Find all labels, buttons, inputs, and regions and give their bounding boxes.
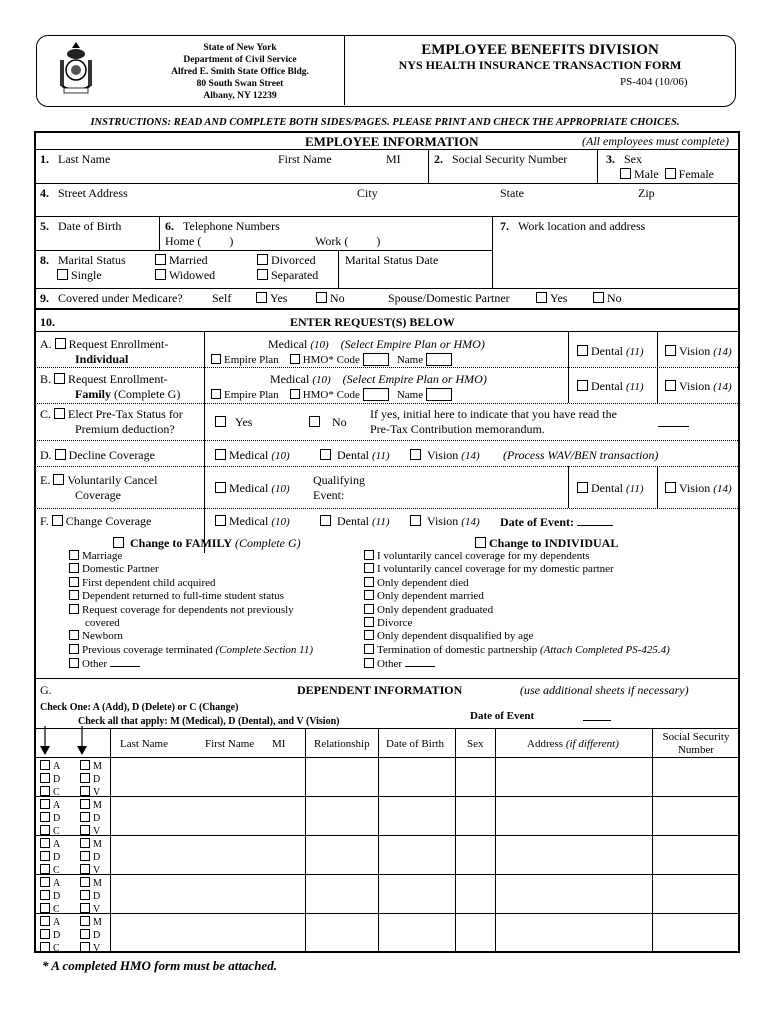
employee-note: (All employees must complete) <box>582 134 729 148</box>
section-g-letter: G. <box>40 683 52 697</box>
form-number: PS-404 (10/06) <box>620 76 688 88</box>
individual-item[interactable]: Only dependent died <box>364 577 670 590</box>
request-c-label2: Premium deduction? <box>75 422 175 436</box>
city-label: City <box>357 186 378 200</box>
individual-item[interactable]: Only dependent disqualified by age <box>364 630 670 643</box>
event-label: Event: <box>313 488 345 502</box>
individual-item[interactable]: I voluntarily cancel coverage for my domestic partner <box>364 563 670 576</box>
change-individual-checkbox[interactable] <box>475 537 486 548</box>
male-checkbox[interactable] <box>620 168 631 179</box>
f-date-of-event: Date of Event: <box>500 514 613 530</box>
b-hmo-code-input[interactable] <box>363 388 389 401</box>
single-option[interactable]: Single <box>57 268 102 283</box>
field-7: 7. Work location and address <box>500 219 646 233</box>
pretax-yes[interactable]: Yes <box>215 415 252 430</box>
arrow-down-icon <box>76 726 88 756</box>
field-2: 2. Social Security Number <box>434 152 568 166</box>
f-date-input[interactable] <box>577 514 613 526</box>
family-item[interactable]: Request coverage for dependents not previously <box>69 604 313 617</box>
dependent-heading: DEPENDENT INFORMATION <box>297 683 463 697</box>
divorced-option[interactable]: Divorced <box>257 253 316 268</box>
field-5: 5. Date of Birth <box>40 219 122 233</box>
request-f-checkbox[interactable] <box>52 515 63 526</box>
table-row[interactable]: A D C <box>40 916 60 955</box>
e-medical[interactable]: Medical (10) <box>215 481 290 496</box>
b-hmo-name-input[interactable] <box>426 388 452 401</box>
family-item[interactable]: Domestic Partner <box>69 563 313 576</box>
self-label: Self <box>212 291 232 305</box>
field-6: 6. Telephone Numbers <box>165 219 280 233</box>
check-one-note: Check One: A (Add), D (Delete) or C (Change) <box>40 702 239 713</box>
field-8: 8. Marital Status <box>40 253 126 267</box>
g-date-input[interactable] <box>583 708 611 721</box>
f-dental[interactable]: Dental (11) <box>320 514 390 529</box>
self-no[interactable]: No <box>316 291 345 306</box>
agency-address: State of New York Department of Civil Service Alfred E. Smith State Office Bldg. 80 South Swan Street Albany, NY 12239 <box>171 43 309 101</box>
change-family: Change to FAMILY (Complete G) <box>113 536 301 551</box>
field-1: 1. Last Name <box>40 152 111 166</box>
state-label: State <box>500 186 524 200</box>
spouse-label: Spouse/Domestic Partner <box>388 291 510 305</box>
family-item[interactable]: Newborn <box>69 630 313 643</box>
request-a-checkbox[interactable] <box>55 338 66 349</box>
request-a: A. Request Enrollment- <box>40 337 169 351</box>
individual-item[interactable]: Only dependent graduated <box>364 604 670 617</box>
pretax-if2: Pre-Tax Contribution memorandum. <box>370 422 545 436</box>
individual-item[interactable]: Other <box>364 657 670 671</box>
sex-options: Male Female <box>620 167 714 182</box>
request-c: C. Elect Pre-Tax Status for <box>40 407 183 421</box>
individual-item[interactable]: I voluntarily cancel coverage for my dependents <box>364 550 670 563</box>
request-b-medical: Medical (10) (Select Empire Plan or HMO) <box>270 372 487 386</box>
self-yes[interactable]: Yes <box>256 291 287 306</box>
spouse-yes[interactable]: Yes <box>536 291 567 306</box>
change-individual: Change to INDIVIDUAL <box>475 536 618 551</box>
instructions: INSTRUCTIONS: READ AND COMPLETE BOTH SIDES/PAGES. PLEASE PRINT AND CHECK THE APPROPRIATE CHOICES. <box>90 117 680 128</box>
married-checkbox[interactable] <box>155 254 166 265</box>
request-d-checkbox[interactable] <box>55 449 66 460</box>
individual-list <box>364 550 670 672</box>
e-vision[interactable]: Vision (14) <box>665 481 732 496</box>
form-title: EMPLOYEE BENEFITS DIVISION <box>421 42 659 58</box>
family-item[interactable]: Marriage <box>69 550 313 563</box>
employee-heading: EMPLOYEE INFORMATION <box>305 134 479 149</box>
nys-seal-icon <box>56 40 96 96</box>
pretax-initial-line[interactable] <box>658 414 689 427</box>
dependent-note: (use additional sheets if necessary) <box>520 683 689 697</box>
a-hmo-checkbox[interactable] <box>290 354 300 364</box>
request-b-family: Family (Complete G) <box>75 387 181 401</box>
request-b-vision[interactable]: Vision (14) <box>665 379 732 394</box>
pretax-no[interactable]: No <box>309 415 347 430</box>
f-medical[interactable]: Medical (10) <box>215 514 290 529</box>
a-empire-checkbox[interactable] <box>211 354 221 364</box>
request-b-dental[interactable]: Dental (11) <box>577 379 644 394</box>
table-row-coverage[interactable]: M D V <box>80 760 102 799</box>
request-c-checkbox[interactable] <box>54 408 65 419</box>
d-vision[interactable]: Vision (14) <box>410 448 480 463</box>
family-item-cont: covered <box>85 617 120 630</box>
footer-note: * A completed HMO form must be attached. <box>42 958 277 973</box>
request-a-individual: Individual <box>75 352 129 366</box>
marital-date-label: Marital Status Date <box>345 253 439 267</box>
table-row-coverage[interactable]: M D V <box>80 838 102 877</box>
request-a-medical: Medical (10) (Select Empire Plan or HMO) <box>268 337 485 351</box>
arrow-down-icon <box>39 726 51 756</box>
table-row[interactable]: A D C <box>40 838 60 877</box>
family-item[interactable]: Dependent returned to full-time student status <box>69 590 313 603</box>
widowed-option[interactable]: Widowed <box>155 268 215 283</box>
separated-option[interactable]: Separated <box>257 268 318 283</box>
process-note: (Process WAV/BEN transaction) <box>503 448 659 462</box>
col-dob: Date of Birth <box>386 738 445 750</box>
d-medical[interactable]: Medical (10) <box>215 448 290 463</box>
g-date-of-event: Date of Event <box>470 710 535 722</box>
request-a-plan: Empire Plan HMO* Code Name <box>211 353 452 366</box>
col-first-name: First Name <box>205 738 255 750</box>
request-b-checkbox[interactable] <box>54 373 65 384</box>
field-3: 3. Sex <box>606 152 642 166</box>
table-row[interactable]: A D C <box>40 877 60 916</box>
individual-item[interactable]: Termination of domestic partnership (Attach Completed PS-425.4) <box>364 644 670 657</box>
section-10-num: 10. <box>40 315 55 329</box>
a-hmo-name-input[interactable] <box>426 353 452 366</box>
b-empire-checkbox[interactable] <box>211 389 221 399</box>
mi-label: MI <box>386 152 401 166</box>
col-relationship: Relationship <box>314 738 370 750</box>
single-checkbox[interactable] <box>57 269 68 280</box>
request-d: D. Decline Coverage <box>40 448 155 462</box>
work-phone[interactable]: Work ( ) <box>315 234 381 248</box>
family-item[interactable]: First dependent child acquired <box>69 577 313 590</box>
a-hmo-code-input[interactable] <box>363 353 389 366</box>
spouse-no[interactable]: No <box>593 291 622 306</box>
col-sex: Sex <box>467 738 484 750</box>
zip-label: Zip <box>638 186 655 200</box>
table-row[interactable]: A D C <box>40 760 60 799</box>
request-a-vision[interactable]: Vision (14) <box>665 344 732 359</box>
b-hmo-checkbox[interactable] <box>290 389 300 399</box>
section-10-heading: ENTER REQUEST(S) BELOW <box>290 315 455 329</box>
form-subtitle: NYS HEALTH INSURANCE TRANSACTION FORM <box>398 58 682 72</box>
family-item[interactable]: Previous coverage terminated (Complete Section 11) <box>69 644 313 657</box>
col-mi: MI <box>272 738 286 750</box>
married-option[interactable]: Married <box>155 253 208 268</box>
first-name-label: First Name <box>278 152 332 166</box>
table-row-coverage[interactable]: M D V <box>80 799 102 838</box>
family-item[interactable]: Other <box>69 657 313 671</box>
field-9: 9. Covered under Medicare? <box>40 291 183 305</box>
request-e-label2: Coverage <box>75 488 121 502</box>
col-last-name: Last Name <box>120 738 168 750</box>
request-e: E. Voluntarily Cancel <box>40 473 158 487</box>
f-vision[interactable]: Vision (14) <box>410 514 480 529</box>
col-address: Address (if different) <box>527 738 619 750</box>
qualifying-label: Qualifying <box>313 473 365 487</box>
request-b-plan: Empire Plan HMO* Code Name <box>211 388 452 401</box>
table-row-coverage[interactable]: M D V <box>80 916 102 955</box>
table-row-coverage[interactable]: M D V <box>80 877 102 916</box>
individual-item[interactable]: Divorce <box>364 617 670 630</box>
field-4: 4. Street Address <box>40 186 128 200</box>
divorced-checkbox[interactable] <box>257 254 268 265</box>
table-row[interactable]: A D C <box>40 799 60 838</box>
d-dental[interactable]: Dental (11) <box>320 448 390 463</box>
request-a-dental[interactable]: Dental (11) <box>577 344 644 359</box>
individual-item[interactable]: Only dependent married <box>364 590 670 603</box>
female-checkbox[interactable] <box>665 168 676 179</box>
change-family-checkbox[interactable] <box>113 537 124 548</box>
family-list <box>69 550 313 672</box>
pretax-if1: If yes, initial here to indicate that you have read the <box>370 407 617 421</box>
widowed-checkbox[interactable] <box>155 269 166 280</box>
e-dental[interactable]: Dental (11) <box>577 481 644 496</box>
request-b: B. Request Enrollment- <box>40 372 168 386</box>
separated-checkbox[interactable] <box>257 269 268 280</box>
col-ssn: Social Security Number <box>662 731 730 756</box>
request-e-checkbox[interactable] <box>53 474 64 485</box>
request-f: F. Change Coverage <box>40 514 152 528</box>
home-phone[interactable]: Home ( ) <box>165 234 234 248</box>
check-all-note: Check all that apply: M (Medical), D (Dental), and V (Vision) <box>78 716 340 727</box>
